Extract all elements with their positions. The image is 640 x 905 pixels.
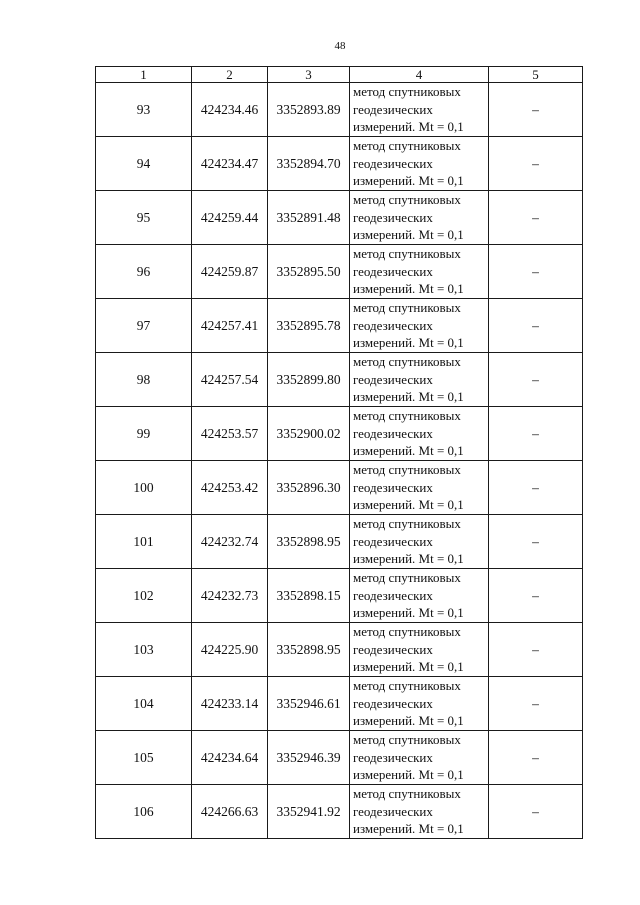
table-row — [96, 353, 583, 407]
note-cell: – — [489, 515, 583, 569]
column-header-2: 2 — [192, 67, 268, 83]
table-row — [96, 623, 583, 677]
method-text-line: метод спутниковых — [353, 246, 461, 262]
method-cell — [350, 515, 489, 569]
method-text-line: метод спутниковых — [353, 624, 461, 640]
method-cell — [350, 407, 489, 461]
x-coordinate-cell: 424233.14 — [192, 677, 268, 731]
method-text-line: измерений. Mt = 0,1 — [353, 335, 464, 351]
y-coordinate-cell: 3352898.95 — [268, 623, 350, 677]
y-coordinate-cell: 3352894.70 — [268, 137, 350, 191]
y-coordinate-cell: 3352898.95 — [268, 515, 350, 569]
y-coordinate-cell: 3352898.15 — [268, 569, 350, 623]
y-coordinate-cell: 3352941.92 — [268, 785, 350, 839]
method-text-line: геодезических — [353, 803, 433, 819]
note-cell: – — [489, 353, 583, 407]
method-text-line: метод спутниковых — [353, 732, 461, 748]
note-cell: – — [489, 137, 583, 191]
method-text-line: измерений. Mt = 0,1 — [353, 227, 464, 243]
method-cell — [350, 191, 489, 245]
column-header-1: 1 — [96, 67, 192, 83]
method-cell — [350, 83, 489, 137]
point-number-cell: 95 — [96, 191, 192, 245]
y-coordinate-cell: 3352895.78 — [268, 299, 350, 353]
column-header-4: 4 — [350, 67, 489, 83]
point-number-cell: 99 — [96, 407, 192, 461]
x-coordinate-cell: 424259.44 — [192, 191, 268, 245]
column-header-3: 3 — [268, 67, 350, 83]
method-text-line: метод спутниковых — [353, 192, 461, 208]
method-text-line: метод спутниковых — [353, 678, 461, 694]
point-number-cell: 98 — [96, 353, 192, 407]
x-coordinate-cell: 424253.57 — [192, 407, 268, 461]
method-text-line: геодезических — [353, 641, 433, 657]
point-number-cell: 106 — [96, 785, 192, 839]
method-text-line: геодезических — [353, 587, 433, 603]
note-cell: – — [489, 677, 583, 731]
x-coordinate-cell: 424234.47 — [192, 137, 268, 191]
y-coordinate-cell: 3352899.80 — [268, 353, 350, 407]
method-cell — [350, 785, 489, 839]
point-number-cell: 103 — [96, 623, 192, 677]
point-number-cell: 102 — [96, 569, 192, 623]
method-text-line: геодезических — [353, 263, 433, 279]
y-coordinate-cell: 3352896.30 — [268, 461, 350, 515]
method-text-line: измерений. Mt = 0,1 — [353, 497, 464, 513]
method-cell — [350, 461, 489, 515]
method-cell — [350, 623, 489, 677]
table-row — [96, 245, 583, 299]
method-text-line: измерений. Mt = 0,1 — [353, 173, 464, 189]
method-cell — [350, 137, 489, 191]
table-row — [96, 407, 583, 461]
method-text-line: геодезических — [353, 425, 433, 441]
x-coordinate-cell: 424257.41 — [192, 299, 268, 353]
method-text-line: геодезических — [353, 371, 433, 387]
y-coordinate-cell: 3352895.50 — [268, 245, 350, 299]
method-text-line: метод спутниковых — [353, 138, 461, 154]
method-text-line: метод спутниковых — [353, 516, 461, 532]
method-text-line: измерений. Mt = 0,1 — [353, 389, 464, 405]
x-coordinate-cell: 424253.42 — [192, 461, 268, 515]
y-coordinate-cell: 3352893.89 — [268, 83, 350, 137]
y-coordinate-cell: 3352946.39 — [268, 731, 350, 785]
table-row — [96, 569, 583, 623]
note-cell: – — [489, 191, 583, 245]
method-text-line: измерений. Mt = 0,1 — [353, 659, 464, 675]
x-coordinate-cell: 424266.63 — [192, 785, 268, 839]
method-text-line: метод спутниковых — [353, 300, 461, 316]
y-coordinate-cell: 3352891.48 — [268, 191, 350, 245]
note-cell: – — [489, 569, 583, 623]
method-text-line: метод спутниковых — [353, 570, 461, 586]
x-coordinate-cell: 424232.74 — [192, 515, 268, 569]
method-text-line: метод спутниковых — [353, 408, 461, 424]
method-text-line: геодезических — [353, 209, 433, 225]
method-text-line: метод спутниковых — [353, 84, 461, 100]
table-row — [96, 191, 583, 245]
method-text-line: метод спутниковых — [353, 462, 461, 478]
method-text-line: измерений. Mt = 0,1 — [353, 605, 464, 621]
point-number-cell: 97 — [96, 299, 192, 353]
table-row — [96, 461, 583, 515]
method-text-line: измерений. Mt = 0,1 — [353, 551, 464, 567]
point-number-cell: 104 — [96, 677, 192, 731]
point-number-cell: 93 — [96, 83, 192, 137]
note-cell: – — [489, 245, 583, 299]
x-coordinate-cell: 424257.54 — [192, 353, 268, 407]
method-text-line: измерений. Mt = 0,1 — [353, 821, 464, 837]
coordinates-table — [95, 66, 583, 839]
method-text-line: измерений. Mt = 0,1 — [353, 713, 464, 729]
x-coordinate-cell: 424232.73 — [192, 569, 268, 623]
note-cell: – — [489, 785, 583, 839]
table-row — [96, 137, 583, 191]
note-cell: – — [489, 83, 583, 137]
method-text-line: геодезических — [353, 695, 433, 711]
method-text-line: геодезических — [353, 749, 433, 765]
table-row — [96, 731, 583, 785]
method-text-line: измерений. Mt = 0,1 — [353, 281, 464, 297]
point-number-cell: 94 — [96, 137, 192, 191]
x-coordinate-cell: 424234.46 — [192, 83, 268, 137]
note-cell: – — [489, 731, 583, 785]
point-number-cell: 100 — [96, 461, 192, 515]
method-text-line: измерений. Mt = 0,1 — [353, 119, 464, 135]
table-row — [96, 299, 583, 353]
method-text-line: геодезических — [353, 155, 433, 171]
x-coordinate-cell: 424225.90 — [192, 623, 268, 677]
method-cell — [350, 245, 489, 299]
y-coordinate-cell: 3352946.61 — [268, 677, 350, 731]
method-text-line: геодезических — [353, 317, 433, 333]
column-header-5: 5 — [489, 67, 583, 83]
note-cell: – — [489, 407, 583, 461]
point-number-cell: 101 — [96, 515, 192, 569]
method-cell — [350, 353, 489, 407]
method-cell — [350, 677, 489, 731]
x-coordinate-cell: 424259.87 — [192, 245, 268, 299]
method-text-line: метод спутниковых — [353, 786, 461, 802]
table-header-row — [96, 67, 583, 83]
method-text-line: геодезических — [353, 101, 433, 117]
note-cell: – — [489, 623, 583, 677]
table-row — [96, 83, 583, 137]
method-text-line: измерений. Mt = 0,1 — [353, 443, 464, 459]
method-text-line: измерений. Mt = 0,1 — [353, 767, 464, 783]
page-number: 48 — [334, 40, 346, 52]
table-row — [96, 785, 583, 839]
method-text-line: геодезических — [353, 479, 433, 495]
x-coordinate-cell: 424234.64 — [192, 731, 268, 785]
method-cell — [350, 731, 489, 785]
method-cell — [350, 299, 489, 353]
method-text-line: геодезических — [353, 533, 433, 549]
point-number-cell: 105 — [96, 731, 192, 785]
method-text-line: метод спутниковых — [353, 354, 461, 370]
note-cell: – — [489, 299, 583, 353]
note-cell: – — [489, 461, 583, 515]
y-coordinate-cell: 3352900.02 — [268, 407, 350, 461]
point-number-cell: 96 — [96, 245, 192, 299]
table-row — [96, 677, 583, 731]
method-cell — [350, 569, 489, 623]
table-row — [96, 515, 583, 569]
